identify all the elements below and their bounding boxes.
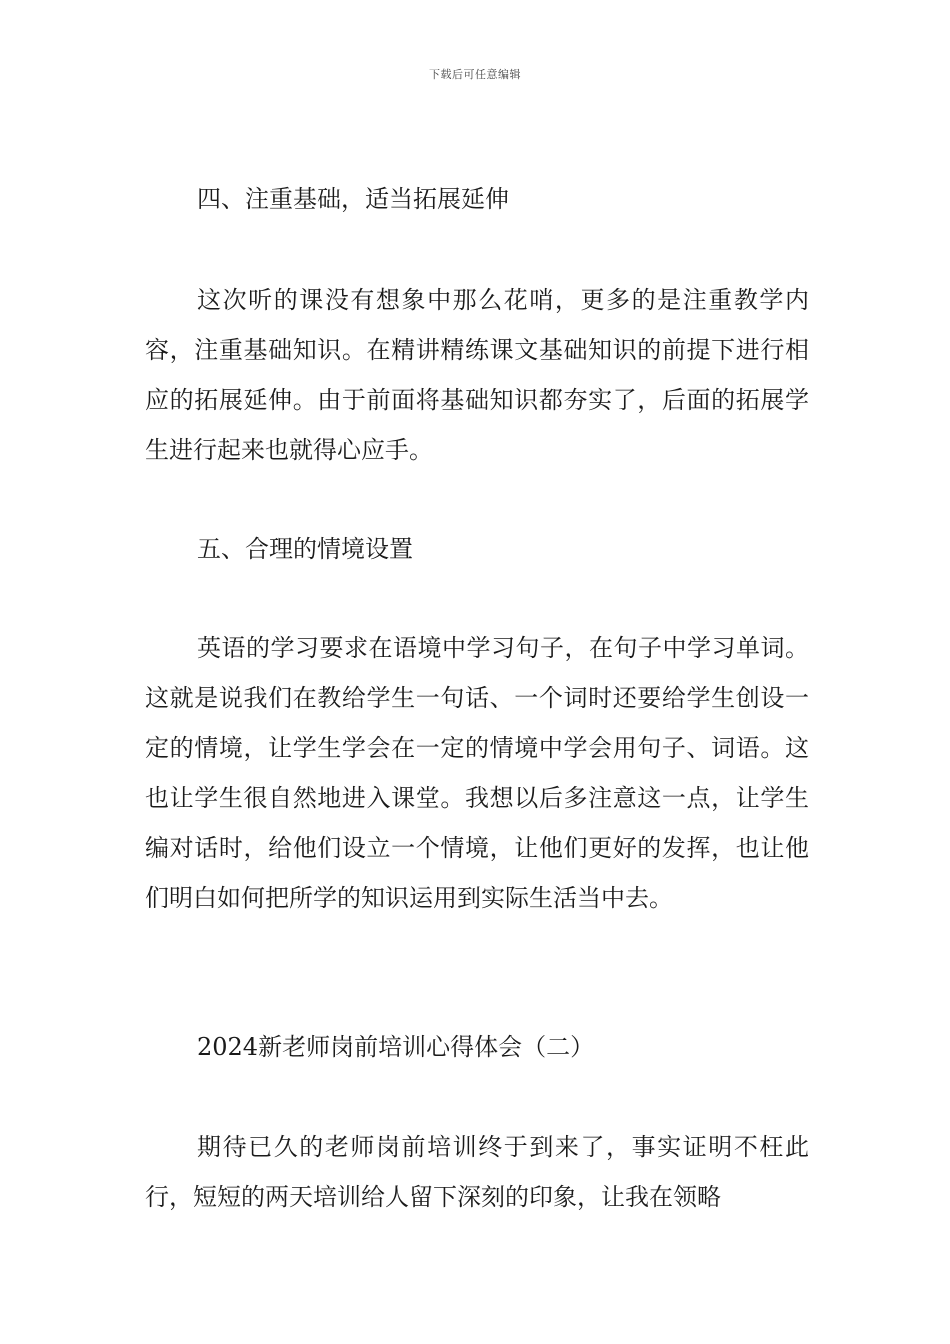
article-paragraph-part-2: 期待已久的老师岗前培训终于到来了，事实证明不枉此行，短短的两天培训给人留下深刻的印象，让我在领略 [145, 1133, 809, 1211]
page-header-note: 下载后可任意编辑 [429, 68, 521, 81]
article-title-part-2: 2024新老师岗前培训心得体会（二） [197, 1033, 595, 1061]
section-paragraph-4: 这次听的课没有想象中那么花哨，更多的是注重教学内容，注重基础知识。在精讲精练课文基础知识的前提下进行相应的拓展延伸。由于前面将基础知识都夯实了，后面的拓展学生进行起来也就得心应手。 [145, 286, 809, 464]
section-heading-5: 五、合理的情境设置 [197, 535, 413, 563]
section-heading-4: 四、注重基础，适当拓展延伸 [197, 185, 509, 213]
section-paragraph-5: 英语的学习要求在语境中学习句子，在句子中学习单词。这就是说我们在教给学生一句话、一个词时还要给学生创设一定的情境，让学生学会在一定的情境中学会用句子、词语。这也让学生很自然地进入课堂。我想以后多注意这一点，让学生编对话时，给他们设立一个情境，让他们更好的发挥，也让他们明白如何把所学的知识运用到实际生活当中去。 [145, 634, 809, 912]
